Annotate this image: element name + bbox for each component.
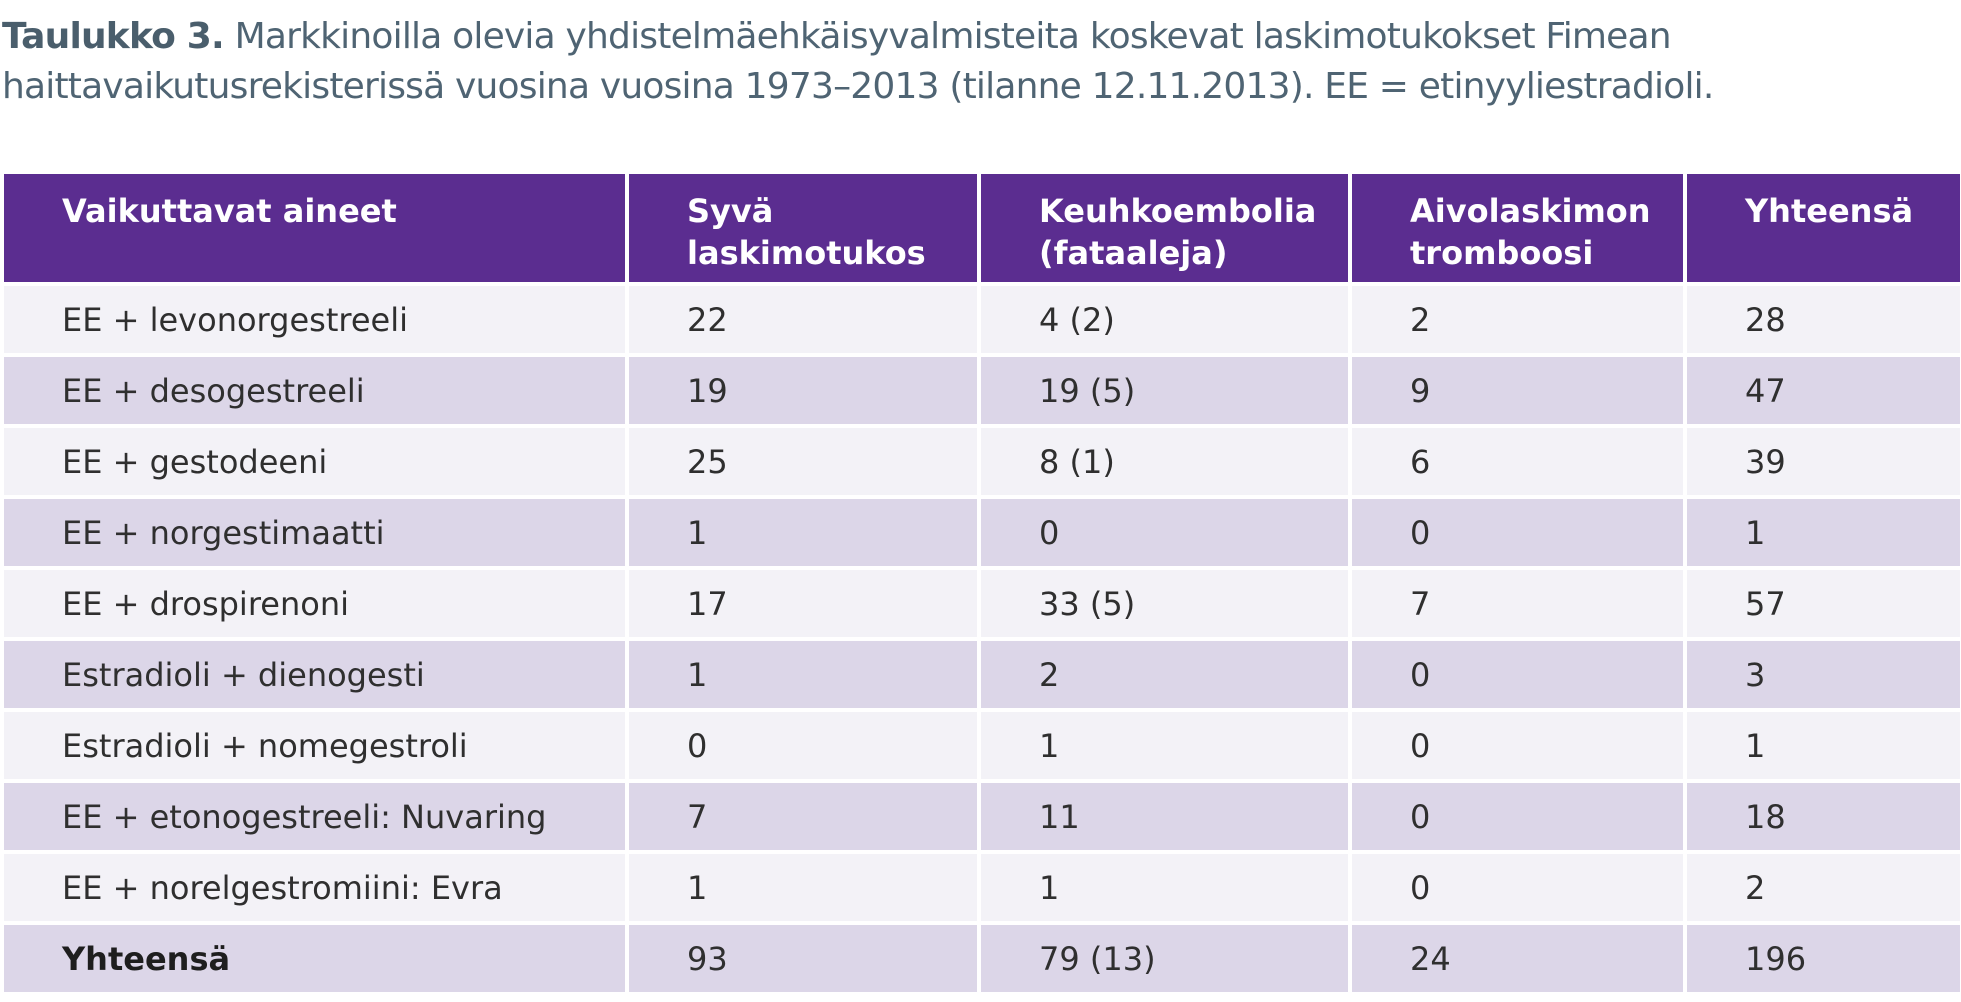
- cell-value: 1: [1687, 712, 1960, 779]
- cell-substance: EE + norelgestromiini: Evra: [4, 854, 625, 921]
- cell-value: 3: [1687, 641, 1960, 708]
- cell-substance: Estradioli + nomegestroli: [4, 712, 625, 779]
- cell-value: 0: [1352, 854, 1683, 921]
- caption-text: Markkinoilla olevia yhdistelmäehkäisyvalmisteita koskevat laskimotukokset Fimean haittavaikutusrekisterissä vuosina vuosina 1973–2013 (tilanne 12.11.2013). EE = etinyyliestradioli.: [2, 16, 1714, 107]
- cell-value: 1: [629, 641, 977, 708]
- cell-value: 28: [1687, 286, 1960, 353]
- cell-value: 0: [629, 712, 977, 779]
- header-row: [4, 174, 1960, 282]
- cell-value: 19 (5): [981, 357, 1348, 424]
- cell-value: 8 (1): [981, 428, 1348, 495]
- header-substances: Vaikuttavat aineet: [4, 174, 625, 282]
- cell-value: 57: [1687, 570, 1960, 637]
- cell-value: 1: [981, 712, 1348, 779]
- data-table: [0, 170, 1961, 996]
- cell-substance: EE + desogestreeli: [4, 357, 625, 424]
- cell-substance: Estradioli + dienogesti: [4, 641, 625, 708]
- cell-value: 17: [629, 570, 977, 637]
- table-row: [4, 428, 1960, 495]
- table-row: [4, 783, 1960, 850]
- cell-value: 39: [1687, 428, 1960, 495]
- cell-value: 0: [1352, 499, 1683, 566]
- cell-value: 2: [1687, 854, 1960, 921]
- cell-value: 2: [1352, 286, 1683, 353]
- cell-value: 1: [981, 854, 1348, 921]
- header-pulmonary-embolism: Keuhkoembolia (fataaleja): [981, 174, 1348, 282]
- cell-substance: EE + levonorgestreeli: [4, 286, 625, 353]
- table-caption: [2, 12, 1902, 112]
- cell-substance: EE + norgestimaatti: [4, 499, 625, 566]
- total-value: 93: [629, 925, 977, 992]
- cell-value: 25: [629, 428, 977, 495]
- cell-substance: EE + drospirenoni: [4, 570, 625, 637]
- caption-label: Taulukko 3.: [2, 16, 224, 57]
- table-row: [4, 712, 1960, 779]
- cell-value: 0: [1352, 783, 1683, 850]
- table-row: [4, 854, 1960, 921]
- cell-value: 11: [981, 783, 1348, 850]
- total-value: 24: [1352, 925, 1683, 992]
- table-row: [4, 641, 1960, 708]
- cell-value: 9: [1352, 357, 1683, 424]
- header-total: Yhteensä: [1687, 174, 1960, 282]
- total-label: Yhteensä: [4, 925, 625, 992]
- cell-value: 2: [981, 641, 1348, 708]
- total-row: [4, 925, 1960, 992]
- cell-value: 47: [1687, 357, 1960, 424]
- table-row: [4, 286, 1960, 353]
- cell-value: 19: [629, 357, 977, 424]
- table-row: [4, 570, 1960, 637]
- total-value: 79 (13): [981, 925, 1348, 992]
- cell-value: 1: [629, 854, 977, 921]
- cell-value: 0: [1352, 712, 1683, 779]
- cell-value: 1: [1687, 499, 1960, 566]
- cell-value: 22: [629, 286, 977, 353]
- cell-value: 33 (5): [981, 570, 1348, 637]
- header-deep-vein-thrombosis: Syvä laskimotukos: [629, 174, 977, 282]
- header-cerebral-venous-thrombosis: Aivolaskimon tromboosi: [1352, 174, 1683, 282]
- table-row: [4, 357, 1960, 424]
- cell-value: 7: [629, 783, 977, 850]
- cell-value: 7: [1352, 570, 1683, 637]
- cell-value: 4 (2): [981, 286, 1348, 353]
- table-row: [4, 499, 1960, 566]
- cell-value: 18: [1687, 783, 1960, 850]
- cell-substance: EE + etonogestreeli: Nuvaring: [4, 783, 625, 850]
- cell-value: 0: [1352, 641, 1683, 708]
- cell-value: 1: [629, 499, 977, 566]
- cell-substance: EE + gestodeeni: [4, 428, 625, 495]
- total-value: 196: [1687, 925, 1960, 992]
- cell-value: 0: [981, 499, 1348, 566]
- cell-value: 6: [1352, 428, 1683, 495]
